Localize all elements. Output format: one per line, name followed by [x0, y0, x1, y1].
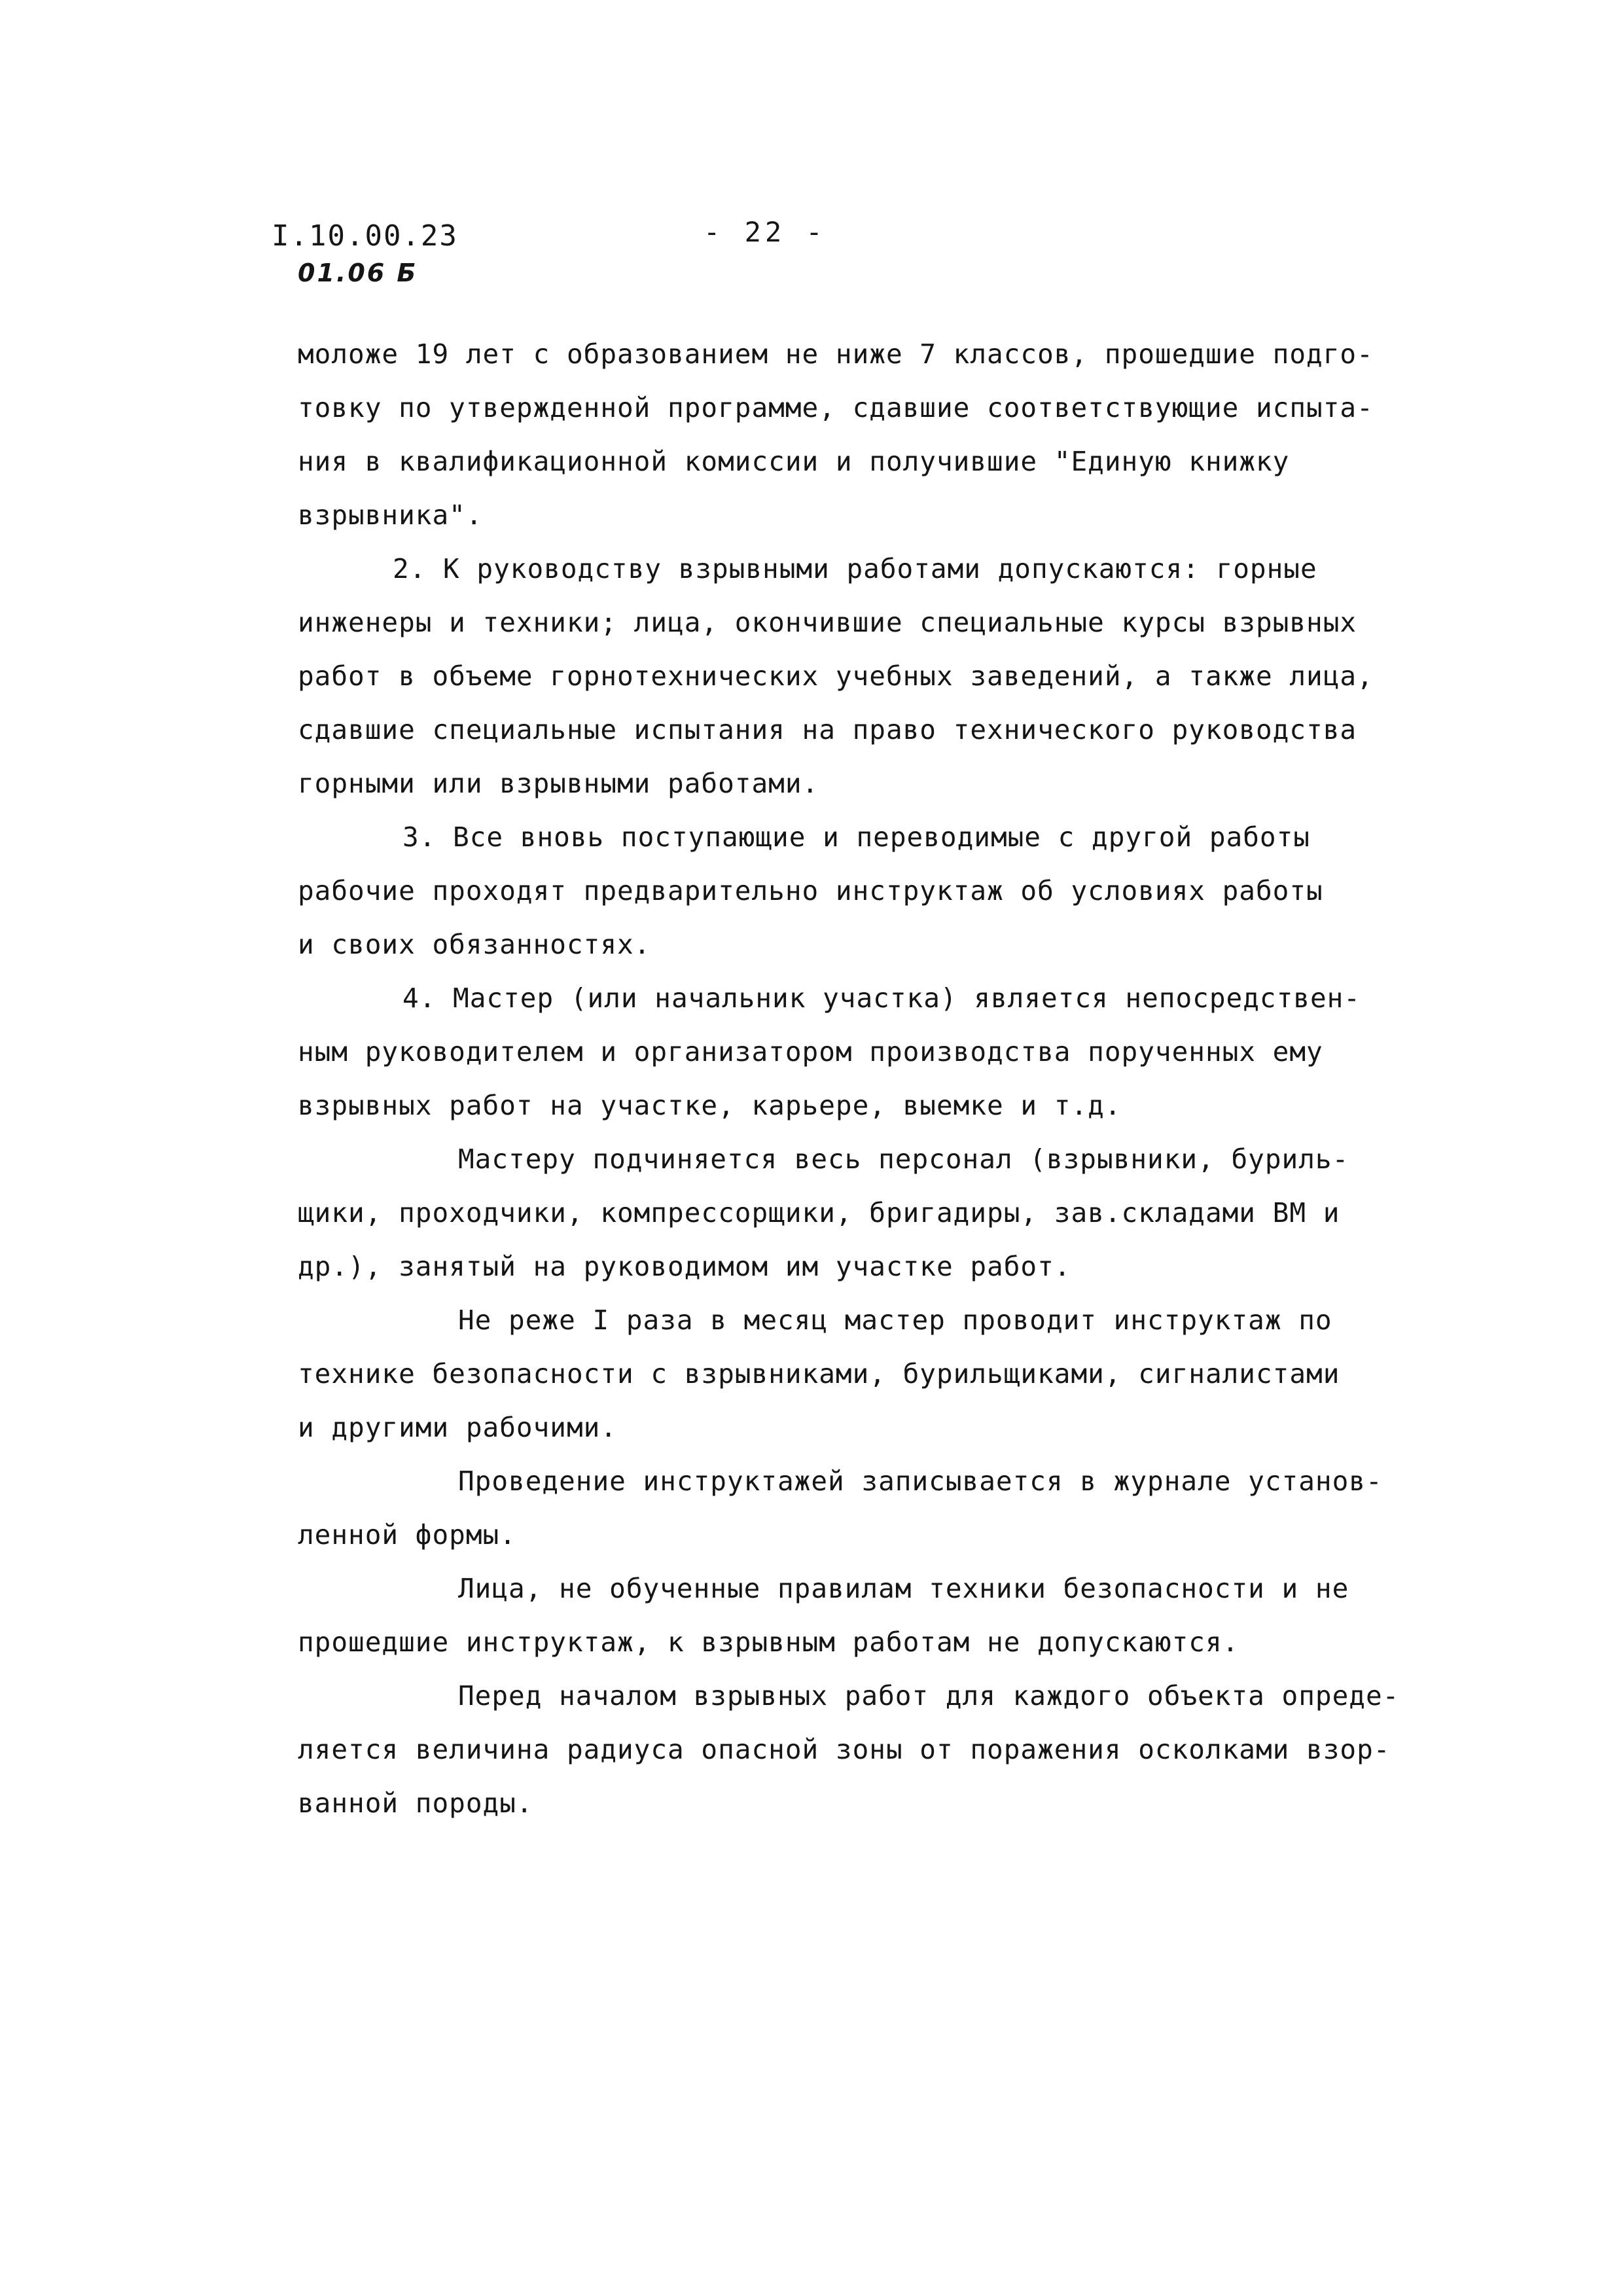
text-line: щики, проходчики, компрессорщики, бригадиры, зав.складами ВМ и — [298, 1197, 1340, 1229]
text-line: Перед началом взрывных работ для каждого объекта опреде- — [458, 1680, 1400, 1712]
document-code: I.10.00.23 — [272, 219, 458, 253]
text-line: ния в квалификационной комиссии и получившие "Единую книжку — [298, 446, 1290, 477]
text-line: др.), занятый на руководимом им участке работ. — [298, 1251, 1071, 1282]
text-line: взрывника". — [298, 499, 483, 531]
text-line: прошедшие инструктаж, к взрывным работам не допускаются. — [298, 1626, 1240, 1658]
text-line: 3. Все вновь поступающие и переводимые с другой работы — [402, 821, 1310, 853]
text-line: Лица, не обученные правилам техники безопасности и не — [458, 1573, 1349, 1604]
text-line: рабочие проходят предварительно инструктаж об условиях работы — [298, 875, 1323, 906]
text-line: инженеры и техники; лица, окончившие специальные курсы взрывных — [298, 607, 1357, 638]
page-number: - 22 - — [704, 216, 827, 248]
text-line: ванной породы. — [298, 1787, 533, 1819]
text-line: 4. Мастер (или начальник участка) является непосредствен- — [402, 982, 1361, 1014]
text-line: и своих обязанностях. — [298, 929, 651, 960]
text-line: технике безопасности с взрывниками, бурильщиками, сигналистами — [298, 1358, 1340, 1390]
text-line: ляется величина радиуса опасной зоны от поражения осколками взор- — [298, 1734, 1391, 1765]
text-line: взрывных работ на участке, карьере, выемке и т.д. — [298, 1090, 1122, 1121]
text-line: ным руководителем и организатором производства порученных ему — [298, 1036, 1323, 1067]
text-line: товку по утвержденной программе, сдавшие соответствующие испыта- — [298, 392, 1374, 423]
text-line: работ в объеме горнотехнических учебных заведений, а также лица, — [298, 660, 1374, 692]
text-line: Мастеру подчиняется весь персонал (взрывники, буриль- — [458, 1143, 1349, 1175]
text-line: сдавшие специальные испытания на право технического руководства — [298, 714, 1357, 745]
handwritten-code: 01.06 Б — [298, 259, 418, 287]
text-line: моложе 19 лет с образованием не ниже 7 классов, прошедшие подго- — [298, 338, 1374, 370]
text-line: Не реже I раза в месяц мастер проводит инструктаж по — [458, 1304, 1332, 1336]
text-line: горными или взрывными работами. — [298, 768, 819, 799]
body-text — [298, 327, 1400, 1830]
text-line: ленной формы. — [298, 1519, 516, 1551]
text-line: Проведение инструктажей записывается в журнале установ- — [458, 1465, 1383, 1497]
text-line: 2. К руководству взрывными работами допускаются: горные — [393, 553, 1317, 584]
text-line: и другими рабочими. — [298, 1412, 617, 1443]
